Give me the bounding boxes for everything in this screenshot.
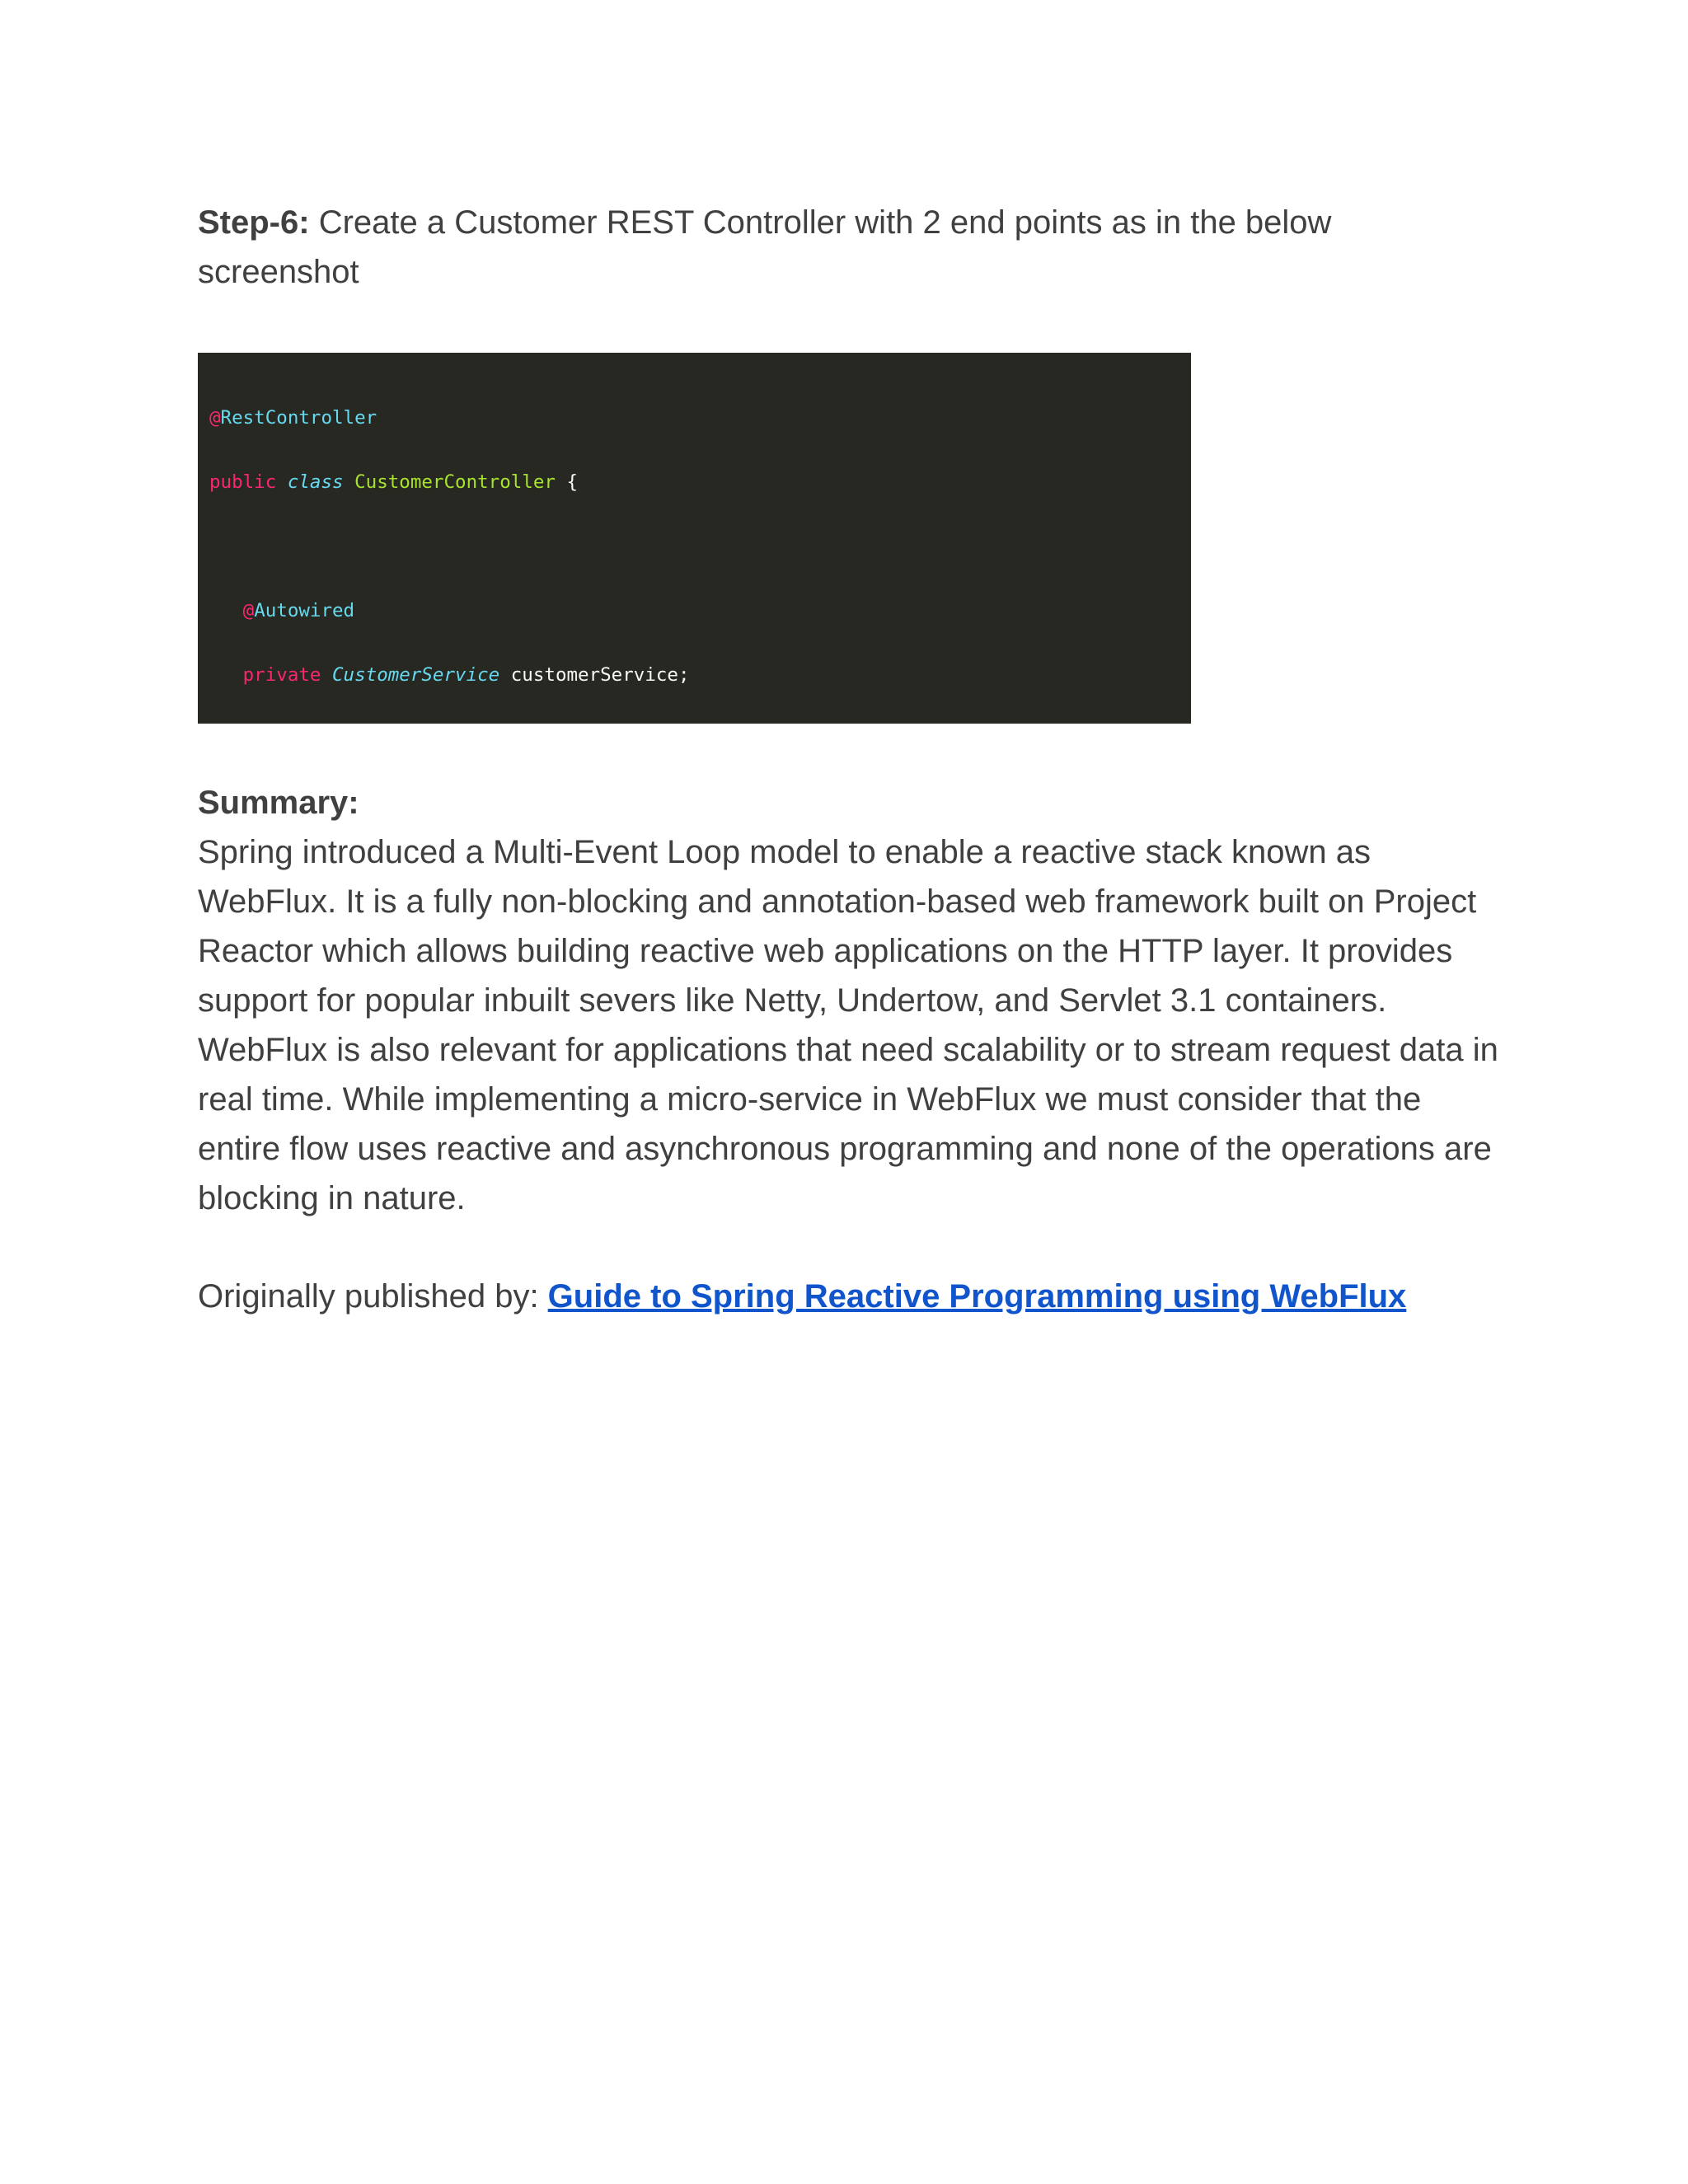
spacer: [198, 1223, 1500, 1272]
code-token: class: [287, 471, 344, 493]
footer-prefix: Originally published by:: [198, 1278, 548, 1315]
code-token: [209, 600, 243, 621]
code-token: CustomerService: [332, 664, 500, 686]
code-token: @: [209, 407, 221, 429]
code-token: Autowired: [254, 600, 355, 621]
code-line-3: [209, 536, 1191, 557]
code-line-1: [209, 407, 1191, 429]
code-token: {: [555, 471, 579, 493]
summary-heading: Summary:: [198, 785, 359, 821]
step-text: Create a Customer REST Controller with 2 end points as in the below screenshot: [198, 204, 1332, 290]
footer-attribution: [198, 1272, 1500, 1321]
summary-paragraph-2: WebFlux is also relevant for applications that need scalability or to stream request data in real time. While implementing a micro-service in WebFlux we must consider that the entire flow uses reactive and asynchronous programming and none of the operations are blocking in nature.: [198, 1032, 1498, 1216]
code-token: RestController: [220, 407, 377, 429]
source-link[interactable]: Guide to Spring Reactive Programming using WebFlux: [547, 1278, 1407, 1315]
code-token: customerService;: [499, 664, 690, 686]
code-screenshot: [198, 353, 1191, 724]
code-token: CustomerController: [354, 471, 556, 493]
code-token: private: [242, 664, 333, 686]
code-line-4: [209, 600, 1191, 621]
document-page: [198, 198, 1500, 1321]
step-label: Step-6:: [198, 204, 310, 241]
code-token: [209, 664, 243, 686]
summary-paragraph-1: Spring introduced a Multi-Event Loop model to enable a reactive stack known as WebFlux. It is a fully non-blocking and annotation-based web framework built on Project Reactor which allows building reactive web applications on the HTTP layer. It provides support for popular inbuilt severs like Netty, Undertow, and Servlet 3.1 containers.: [198, 834, 1477, 1019]
code-token: @: [242, 600, 255, 621]
code-line-5: [209, 664, 1191, 686]
code-line-2: [209, 471, 1191, 493]
code-token: [344, 471, 355, 493]
step-paragraph: [198, 198, 1500, 297]
code-token: public: [209, 471, 288, 493]
